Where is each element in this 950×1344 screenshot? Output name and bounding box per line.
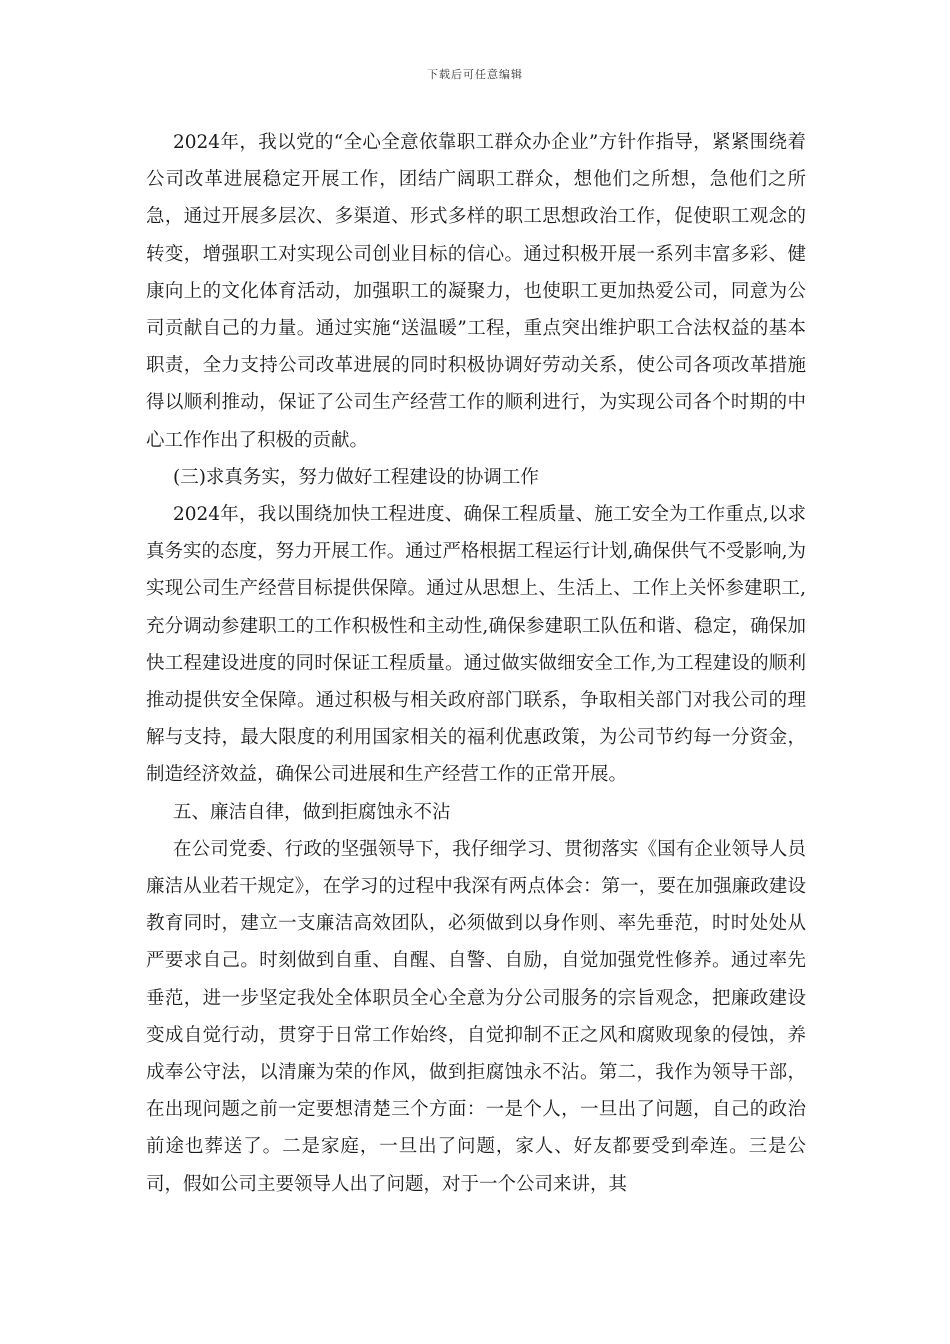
page-header-note: 下载后可任意编辑: [427, 68, 523, 81]
section-heading-engineering: (三)求真务实，努力做好工程建设的协调工作: [173, 466, 539, 488]
paragraph-engineering: 2024年，我以围绕加快工程进度、确保工程质量、施工安全为工作重点,以求真务实的态度，努力开展工作。通过严格根据工程运行计划,确保供气不受影响,为实现公司生产经营目标提供保障。通过从思想上、生活上、工作上关怀参建职工,充分调动参建职工的工作积极性和主动性,确保参建职工队伍和谐、稳定，确保加快工程建设进度的同时保证工程质量。通过做实做细安全工作,为工程建设的顺利推动提供安全保障。通过积极与相关政府部门联系，争取相关部门对我公司的理解与支持，最大限度的利用国家相关的福利优惠政策，为公司节约每一分资金，制造经济效益，确保公司进展和生产经营工作的正常开展。: [146, 504, 806, 786]
document-body: [146, 124, 806, 1203]
paragraph-worker-relations: 2024年，我以党的“全心全意依靠职工群众办企业”方针作指导，紧紧围绕着公司改革进展稳定开展工作，团结广阔职工群众，想他们之所想，急他们之所急，通过开展多层次、多渠道、形式多样的职工思想政治工作，促使职工观念的转变，增强职工对实现公司创业目标的信心。通过积极开展一系列丰富多彩、健康向上的文化体育活动，加强职工的凝聚力，也使职工更加热爱公司，同意为公司贡献自己的力量。通过实施“送温暖”工程，重点突出维护职工合法权益的基本职责，全力支持公司改革进展的同时积极协调好劳动关系，使公司各项改革措施得以顺利推动，保证了公司生产经营工作的顺利进行，为实现公司各个时期的中心工作作出了积极的贡献。: [146, 132, 806, 451]
paragraph-integrity: 在公司党委、行政的坚强领导下，我仔细学习、贯彻落实《国有企业领导人员廉洁从业若干规定》，在学习的过程中我深有两点体会：第一，要在加强廉政建设教育同时，建立一支廉洁高效团队，必须做到以身作则、率先垂范，时时处处从严要求自己。时刻做到自重、自醒、自警、自励，自觉加强党性修养。通过率先垂范，进一步坚定我处全体职员全心全意为分公司服务的宗旨观念，把廉政建设变成自觉行动，贯穿于日常工作始终，自觉抑制不正之风和腐败现象的侵蚀，养成奉公守法，以清廉为荣的作风，做到拒腐蚀永不沾。第二，我作为领导干部，在出现问题之前一定要想清楚三个方面：一是个人，一旦出了问题，自己的政治前途也葬送了。二是家庭，一旦出了问题，家人、好友都要受到牵连。三是公司，假如公司主要领导人出了问题，对于一个公司来讲，其: [146, 838, 806, 1195]
section-heading-integrity: 五、廉洁自律，做到拒腐蚀永不沾: [173, 801, 451, 823]
